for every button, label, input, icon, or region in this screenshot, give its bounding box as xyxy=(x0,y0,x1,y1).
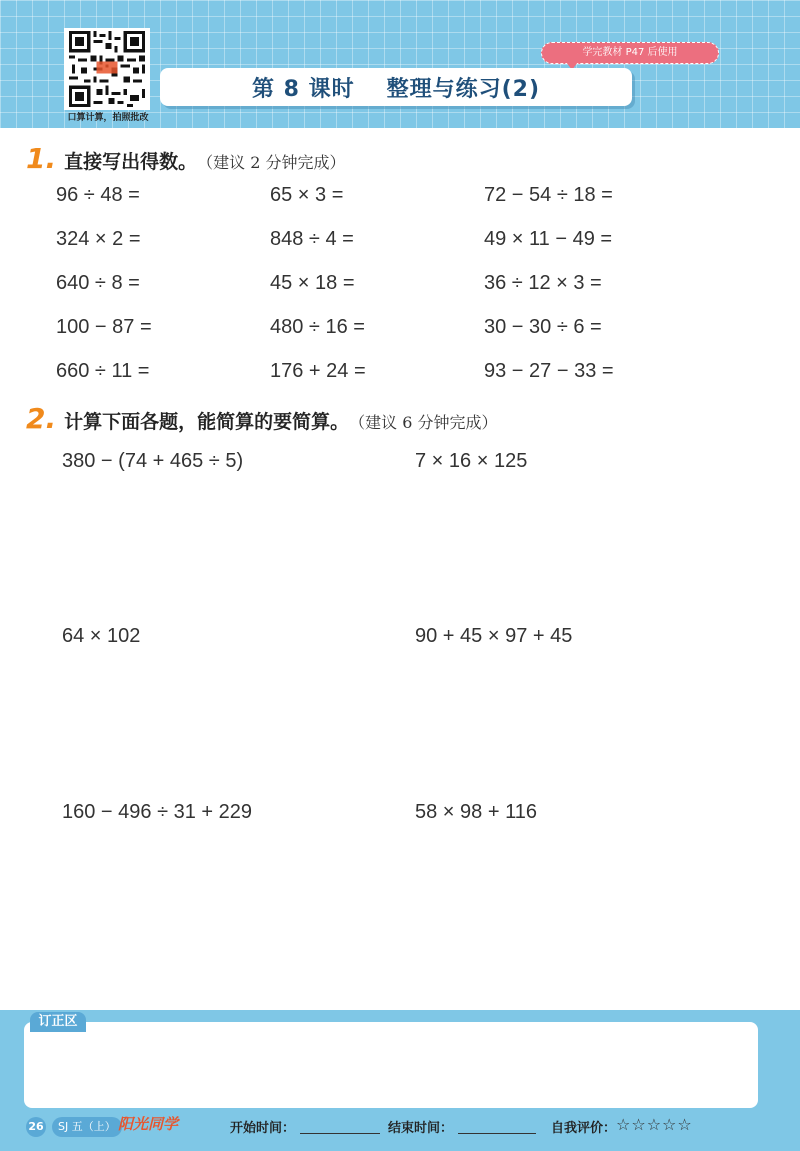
q1-problem: 65 × 3 = xyxy=(270,184,344,206)
q2-problem: 160 − 496 ÷ 31 + 229 xyxy=(62,801,253,823)
star-rating-icon[interactable]: ☆☆☆☆☆ xyxy=(616,1115,693,1134)
question-2-number: 2. xyxy=(26,402,57,435)
q1-problem: 324 × 2 = xyxy=(56,228,141,250)
end-time-field[interactable] xyxy=(458,1133,536,1134)
q2-problem: 7 × 16 × 125 xyxy=(415,450,528,472)
q1-problem: 36 ÷ 12 × 3 = xyxy=(484,272,602,294)
q1-problem: 93 − 27 − 33 = xyxy=(484,360,614,382)
question-2-prompt: 计算下面各题，能简算的要简算。 xyxy=(64,411,350,433)
q1-row xyxy=(0,184,800,214)
grade-badge: SJ 五（上） xyxy=(52,1117,122,1137)
q1-problem: 72 − 54 ÷ 18 = xyxy=(484,184,613,206)
question-1-heading xyxy=(26,142,346,175)
brand-logo: 阳光同学 xyxy=(118,1115,179,1133)
q1-problem: 660 ÷ 11 = xyxy=(56,360,150,382)
end-time-label: 结束时间： xyxy=(388,1121,454,1136)
q2-problem: 380 − (74 + 465 ÷ 5) xyxy=(62,450,244,472)
q1-problem: 848 ÷ 4 = xyxy=(270,228,354,250)
q1-problem: 45 × 18 = xyxy=(270,272,355,294)
start-time-label: 开始时间： xyxy=(230,1121,296,1136)
start-time-field[interactable] xyxy=(300,1133,380,1134)
question-1-prompt: 直接写出得数。 xyxy=(64,151,198,173)
qr-caption: 口算计算，拍照批改 xyxy=(67,113,149,123)
q1-problem: 176 + 24 = xyxy=(270,360,366,382)
self-eval-label: 自我评价： xyxy=(551,1121,617,1136)
page-title xyxy=(160,68,632,106)
qr-code-icon[interactable] xyxy=(64,28,150,110)
question-1-note: （建议 2 分钟完成） xyxy=(197,153,346,172)
q2-problem: 58 × 98 + 116 xyxy=(415,801,537,823)
q1-problem: 49 × 11 − 49 = xyxy=(484,228,613,250)
correction-label: 订正区 xyxy=(30,1012,86,1032)
question-2-note: （建议 6 分钟完成） xyxy=(349,413,498,432)
usage-tag: 学完教材 P47 后使用 xyxy=(541,42,719,64)
q1-problem: 96 ÷ 48 = xyxy=(56,184,140,206)
question-2-heading xyxy=(26,402,498,435)
q1-problem: 100 − 87 = xyxy=(56,316,152,338)
lesson-title: 整理与练习(2) xyxy=(386,76,541,102)
correction-area[interactable] xyxy=(24,1022,758,1108)
q1-row xyxy=(0,316,800,346)
page-number: 26 xyxy=(26,1117,46,1137)
lesson-number: 第 8 课时 xyxy=(251,76,355,102)
q1-problem: 640 ÷ 8 = xyxy=(56,272,140,294)
q2-problem: 90 + 45 × 97 + 45 xyxy=(415,625,573,647)
question-1-number: 1. xyxy=(26,142,57,175)
q1-row xyxy=(0,272,800,302)
q1-problem: 30 − 30 ÷ 6 = xyxy=(484,316,602,338)
q2-problem: 64 × 102 xyxy=(62,625,141,647)
q1-row xyxy=(0,228,800,258)
q1-problem: 480 ÷ 16 = xyxy=(270,316,365,338)
q1-row xyxy=(0,360,800,390)
